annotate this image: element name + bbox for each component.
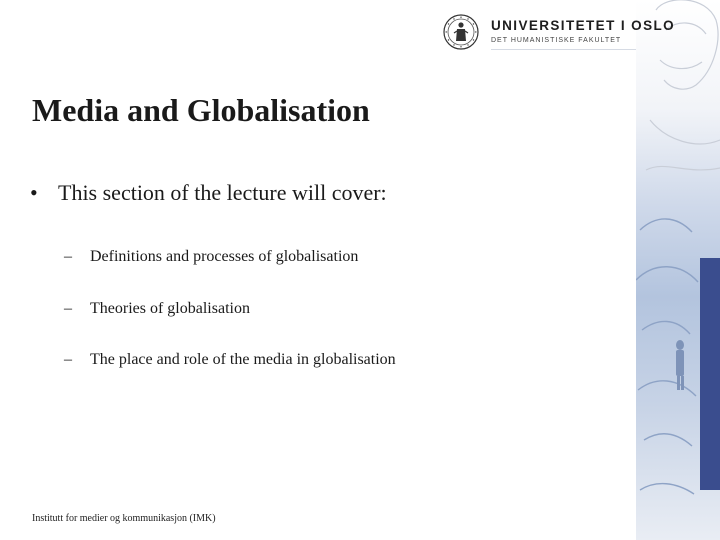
- sub-item-media-role: [64, 351, 396, 369]
- sub-item-text: The place and role of the media in globalisation: [90, 351, 396, 368]
- university-seal-icon: [443, 14, 479, 50]
- bullet-item: [30, 180, 387, 206]
- bullet-marker: •: [30, 180, 38, 205]
- faculty-name: DET HUMANISTISKE FAKULTET: [491, 37, 622, 44]
- header-divider: [491, 49, 636, 50]
- dash-marker: –: [64, 300, 72, 317]
- university-name: UNIVERSITETET I OSLO: [491, 18, 676, 33]
- footer-institute: Institutt for medier og kommunikasjon (IMK): [32, 513, 216, 524]
- sub-item-theories: [64, 300, 250, 318]
- dash-marker: –: [64, 351, 72, 368]
- dash-marker: –: [64, 248, 72, 265]
- accent-bar: [700, 258, 720, 490]
- slide-title: Media and Globalisation: [32, 92, 370, 128]
- sub-item-text: Definitions and processes of globalisation: [90, 248, 359, 265]
- bullet-text: This section of the lecture will cover:: [58, 180, 387, 205]
- sub-item-text: Theories of globalisation: [90, 300, 250, 317]
- sub-item-definitions: [64, 248, 358, 266]
